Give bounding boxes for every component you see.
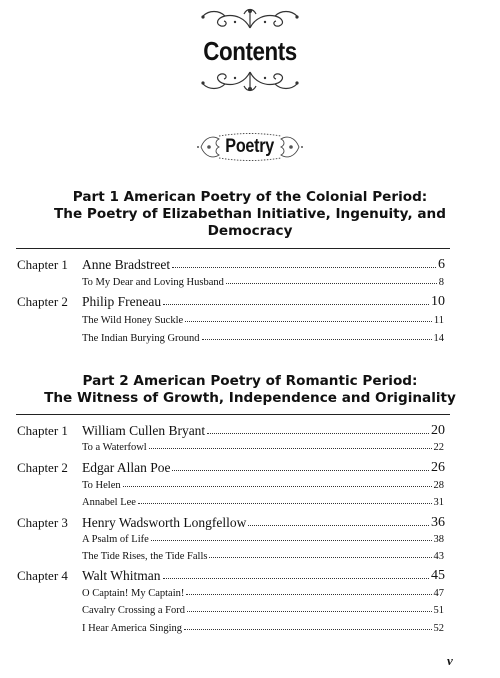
folio-page-number: v [447,653,453,668]
page-number: 11 [433,315,444,326]
toc-chapter-row[interactable] [0,515,500,535]
top-ornament-icon [0,6,500,32]
poem-title: To My Dear and Loving Husband [82,277,224,288]
poem-title: The Wild Honey Suckle [82,315,184,326]
toc-poem-row[interactable] [0,333,500,353]
section-banner [0,130,500,164]
page-number: 10 [431,294,445,309]
chapter-title: Henry Wadsworth Longfellow [82,515,247,530]
page-number: 45 [431,568,445,583]
page-number: 36 [431,515,445,530]
page-number: 8 [438,277,444,288]
dot-leader [163,578,429,579]
toc-poem-row[interactable] [0,605,500,625]
toc-poem-row[interactable] [0,315,500,335]
part-heading-line: The Witness of Growth, Independence and Originality [44,390,456,406]
page-title: Contents [203,36,297,66]
page-number: 20 [431,423,445,438]
page-number: 47 [433,588,444,599]
divider [16,414,450,415]
dot-leader [163,304,429,305]
chapter-title: Philip Freneau [82,294,162,309]
toc-poem-row[interactable] [0,442,500,462]
page-number: 38 [433,534,444,545]
page-number: 51 [433,605,444,616]
divider [16,248,450,249]
page-number: 6 [438,257,445,272]
poem-title: I Hear America Singing [82,623,183,634]
dot-leader [149,448,432,449]
dot-leader [202,339,432,340]
dot-leader [226,283,437,284]
chapter-title: Edgar Allan Poe [82,460,171,475]
dot-leader [209,557,431,558]
poem-title: To a Waterfowl [82,442,147,453]
part-heading [0,373,500,407]
dot-leader [248,525,429,526]
poem-title: Cavalry Crossing a Ford [82,605,185,616]
poem-title: To Helen [82,480,121,491]
part-heading [0,189,500,240]
dot-leader [207,433,429,434]
toc-poem-row[interactable] [0,623,500,643]
chapter-label: Chapter 3 [17,515,68,530]
chapter-label: Chapter 2 [17,460,68,475]
part-heading-line: The Poetry of Elizabethan Initiative, Ingenuity, and [54,206,446,222]
toc-chapter-row[interactable] [0,460,500,480]
chapter-title: Anne Bradstreet [82,257,171,272]
poem-title: O Captain! My Captain! [82,588,185,599]
page-number: 43 [433,551,444,562]
dot-leader [172,267,436,268]
page-number: 31 [433,497,444,508]
toc-chapter-row[interactable] [0,257,500,277]
dot-leader [184,629,431,630]
toc-poem-row[interactable] [0,497,500,517]
dot-leader [172,470,429,471]
toc-chapter-row[interactable] [0,294,500,314]
part-heading-line: Part 1 American Poetry of the Colonial Period: [72,189,428,205]
chapter-label: Chapter 4 [17,568,68,583]
page-number: 14 [433,333,444,344]
chapter-title: William Cullen Bryant [82,423,206,438]
chapter-label: Chapter 1 [17,423,68,438]
dot-leader [185,321,432,322]
part-heading-line: Democracy [207,223,293,239]
poem-title: Annabel Lee [82,497,136,508]
dot-leader [123,486,432,487]
dot-leader [151,540,432,541]
page-number: 28 [433,480,444,491]
section-title: Poetry [225,136,275,157]
dot-leader [187,611,432,612]
bottom-ornament-icon [0,68,500,94]
page-number: 52 [433,623,444,634]
dot-leader [186,594,431,595]
chapter-label: Chapter 1 [17,257,68,272]
toc-chapter-row[interactable] [0,423,500,443]
poem-title: A Psalm of Life [82,534,149,545]
chapter-title: Walt Whitman [82,568,161,583]
toc-chapter-row[interactable] [0,568,500,588]
part-heading-line: Part 2 American Poetry of Romantic Period: [82,373,418,389]
poem-title: The Tide Rises, the Tide Falls [82,551,208,562]
page-number: 26 [431,460,445,475]
poem-title: The Indian Burying Ground [82,333,200,344]
page-number: 22 [433,442,444,453]
chapter-label: Chapter 2 [17,294,68,309]
dot-leader [138,503,432,504]
